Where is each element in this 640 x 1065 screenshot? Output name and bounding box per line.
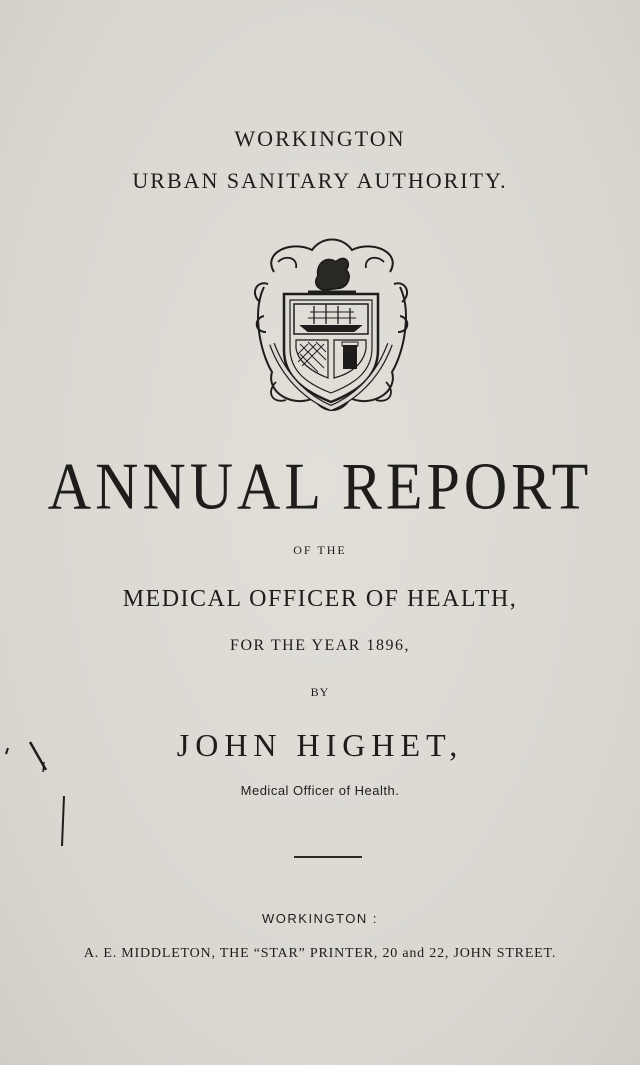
pencil-mark-icon [0,700,80,850]
report-subject: MEDICAL OFFICER OF HEALTH, [122,586,518,612]
publication-place: WORKINGTON : [262,911,378,926]
divider-rule [294,856,362,858]
author-name: JOHN HIGHET, [176,727,464,763]
by-label: BY [310,685,330,699]
town-heading: WORKINGTON [234,126,406,151]
of-the-label: OF THE [293,543,347,557]
report-year: FOR THE YEAR 1896, [230,637,410,654]
authority-heading: URBAN SANITARY AUTHORITY. [132,168,508,193]
coat-of-arms-icon [252,232,410,417]
printer-line: A. E. MIDDLETON, THE “STAR” PRINTER, 20 and 22, JOHN STREET. [83,946,557,961]
author-role: Medical Officer of Health. [240,783,400,798]
report-title: ANNUAL REPORT [47,449,593,524]
